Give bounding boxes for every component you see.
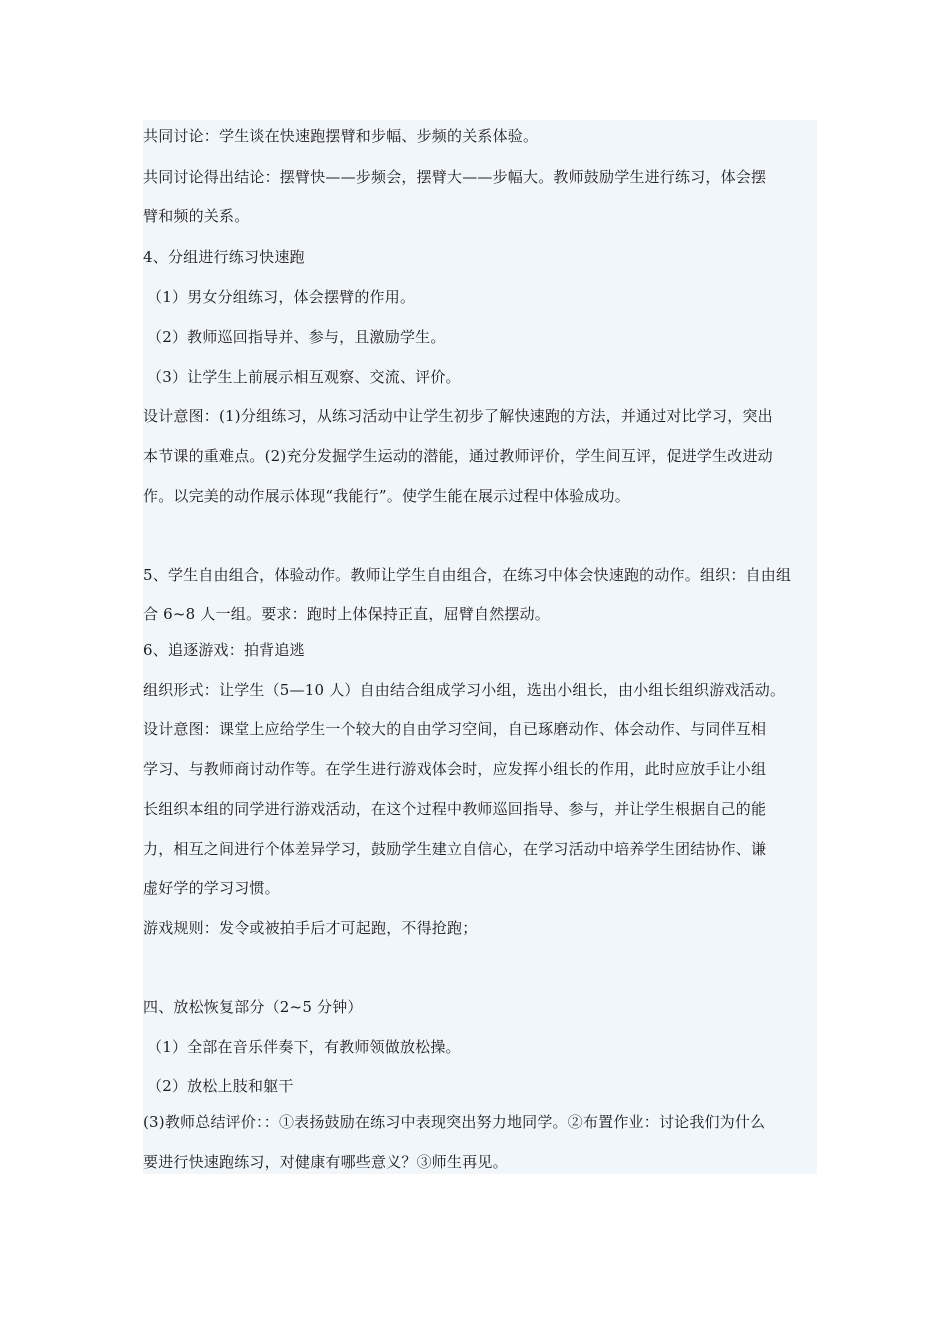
text-line: 长组织本组的同学进行游戏活动，在这个过程中教师巡回指导、参与，并让学生根据自己的能 xyxy=(143,800,767,818)
text-line: 合 6~8 人一组。要求：跑时上体保持正直，屈臂自然摆动。 xyxy=(143,605,550,623)
text-line: 学习、与教师商讨动作等。在学生进行游戏体会时，应发挥小组长的作用，此时应放手让小组 xyxy=(143,760,767,778)
text-line: 设计意图：课堂上应给学生一个较大的自由学习空间，自已琢磨动作、体会动作、与同伴互相 xyxy=(143,720,767,738)
list-item: （3）让学生上前展示相互观察、交流、评价。 xyxy=(147,368,461,386)
section-heading: 四、放松恢复部分（2~5 分钟） xyxy=(143,998,363,1016)
section-heading: 6、追逐游戏：拍背追逃 xyxy=(143,641,305,659)
text-line: 作。以完美的动作展示体现“我能行”。使学生能在展示过程中体验成功。 xyxy=(143,487,630,505)
list-item: （2）教师巡回指导并、参与，且激励学生。 xyxy=(147,328,446,346)
text-line: 本节课的重难点。(2)充分发掘学生运动的潜能，通过教师评价，学生间互评，促进学生改进动 xyxy=(143,447,773,465)
text-line: 要进行快速跑练习，对健康有哪些意义？③师生再见。 xyxy=(143,1153,508,1171)
text-line: 共同讨论得出结论：摆臂快——步频会，摆臂大——步幅大。教师鼓励学生进行练习，体会摆 xyxy=(143,168,767,186)
text-line: 臂和频的关系。 xyxy=(143,207,250,225)
text-line: 虚好学的学习习惯。 xyxy=(143,879,280,897)
text-line: 游戏规则：发令或被拍手后才可起跑，不得抢跑； xyxy=(143,919,478,937)
list-item: （2）放松上肢和躯干 xyxy=(147,1077,294,1095)
section-heading: 4、分组进行练习快速跑 xyxy=(143,248,305,266)
list-item: （1）男女分组练习，体会摆臂的作用。 xyxy=(147,288,416,306)
list-item: （1）全部在音乐伴奏下，有教师领做放松操。 xyxy=(147,1038,461,1056)
text-line: 共同讨论：学生谈在快速跑摆臂和步幅、步频的关系体验。 xyxy=(143,127,539,145)
text-line: (3)教师总结评价：：①表扬鼓励在练习中表现突出努力地同学。②布置作业：讨论我们为什么 xyxy=(143,1113,766,1131)
text-line: 5、学生自由组合，体验动作。教师让学生自由组合，在练习中体会快速跑的动作。组织：自由组 xyxy=(143,566,792,584)
text-line: 设计意图：(1)分组练习，从练习活动中让学生初步了解快速跑的方法，并通过对比学习，突出 xyxy=(143,407,773,425)
text-line: 力，相互之间进行个体差异学习，鼓励学生建立自信心，在学习活动中培养学生团结协作、谦 xyxy=(143,840,767,858)
text-line: 组织形式：让学生（5—10 人）自由结合组成学习小组，选出小组长，由小组长组织游戏活动。 xyxy=(143,681,786,699)
